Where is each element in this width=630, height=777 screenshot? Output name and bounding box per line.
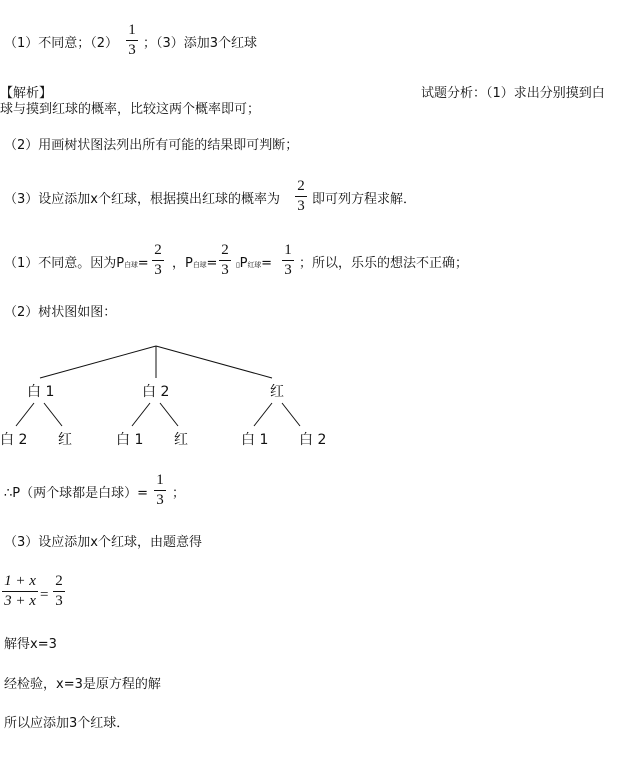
check-line: 经检验，x=3是原方程的解 <box>4 677 161 692</box>
tree-leaf: 白 1 <box>116 432 144 448</box>
equals-sign: = <box>261 256 273 271</box>
analysis-line-2: 球与摸到红球的概率，比较这两个概率即可； <box>0 102 261 117</box>
tree-branch <box>40 346 156 378</box>
fraction-denominator: 3 <box>128 42 136 58</box>
part1-conclusion: ；所以，乐乐的想法不正确； <box>299 256 469 271</box>
part2-semicolon: ； <box>172 486 186 501</box>
subscript-white: 白球 <box>124 261 138 269</box>
equals-sign: = <box>206 256 218 271</box>
equation-left-fraction <box>2 573 38 610</box>
equation-right-fraction <box>53 573 65 610</box>
tree-leaf: 红 <box>174 432 188 448</box>
tree-branch <box>16 403 34 426</box>
tree-node-white1: 白 1 <box>27 384 55 400</box>
fraction-numerator: 1 + x <box>4 573 36 589</box>
fraction-numerator: 1 <box>128 22 136 38</box>
conclusion-line: 所以应添加3个红球． <box>4 716 130 731</box>
tree-branch <box>282 403 300 426</box>
tree-branch <box>44 403 62 426</box>
fraction-denominator: 3 + x <box>4 593 36 609</box>
fraction-denominator: 3 <box>154 262 162 278</box>
part2-heading: （2）树状图如图： <box>4 305 117 320</box>
analysis-heading: 【解析】 <box>0 86 53 101</box>
tree-leaf: 白 1 <box>241 432 269 448</box>
analysis-line-4a: （3）设应添加x个红球，根据摸出红球的概率为 <box>4 192 280 207</box>
tree-branch <box>160 403 178 426</box>
answer-text-1: （1）不同意；（2） <box>4 36 119 51</box>
part3-heading: （3）设应添加x个红球，由题意得 <box>4 535 202 550</box>
tree-leaf: 红 <box>58 432 72 448</box>
fraction-numerator: 2 <box>154 242 162 258</box>
tree-branch <box>132 403 150 426</box>
subscript-white: 白球 <box>192 261 207 269</box>
fraction-denominator: 3 <box>297 198 305 214</box>
p-symbol: P <box>239 256 248 271</box>
fraction-numerator: 1 <box>156 472 164 488</box>
answer-text-2: ；（3）添加3个红球 <box>143 36 258 51</box>
tree-leaf: 白 2 <box>299 432 327 448</box>
part1-lead: （1）不同意。因为P <box>4 256 125 271</box>
fraction-numerator: 2 <box>297 178 305 194</box>
tree-node-white2: 白 2 <box>142 384 170 400</box>
part2-probability: ∴P（两个球都是白球）= <box>4 486 149 501</box>
equals-sign: = <box>137 256 149 271</box>
tree-node-red: 红 <box>270 384 284 400</box>
fraction-denominator: 3 <box>221 262 229 278</box>
analysis-line-3: （2）用画树状图法列出所有可能的结果即可判断； <box>4 138 299 153</box>
fraction-numerator: 2 <box>221 242 229 258</box>
comma-p: ，P <box>172 256 193 271</box>
analysis-intro: 试题分析：（1）求出分别摸到白 <box>421 86 605 101</box>
part2-fraction <box>154 472 166 509</box>
tree-leaf: 白 2 <box>0 432 28 448</box>
equation-equals: = <box>40 587 49 603</box>
solve-line: 解得x=3 <box>4 637 57 652</box>
subscript-red: 红球 <box>247 261 262 269</box>
fraction-denominator: 3 <box>55 593 63 609</box>
fraction-denominator: 3 <box>284 262 292 278</box>
fraction-denominator: 3 <box>156 492 164 508</box>
tree-branch <box>156 346 272 378</box>
analysis-line-4b: 即可列方程求解． <box>312 192 417 207</box>
placeholder-box-icon: ▯ <box>236 261 240 269</box>
fraction-numerator: 1 <box>284 242 292 258</box>
tree-branch <box>254 403 272 426</box>
fraction-numerator: 2 <box>55 573 63 589</box>
